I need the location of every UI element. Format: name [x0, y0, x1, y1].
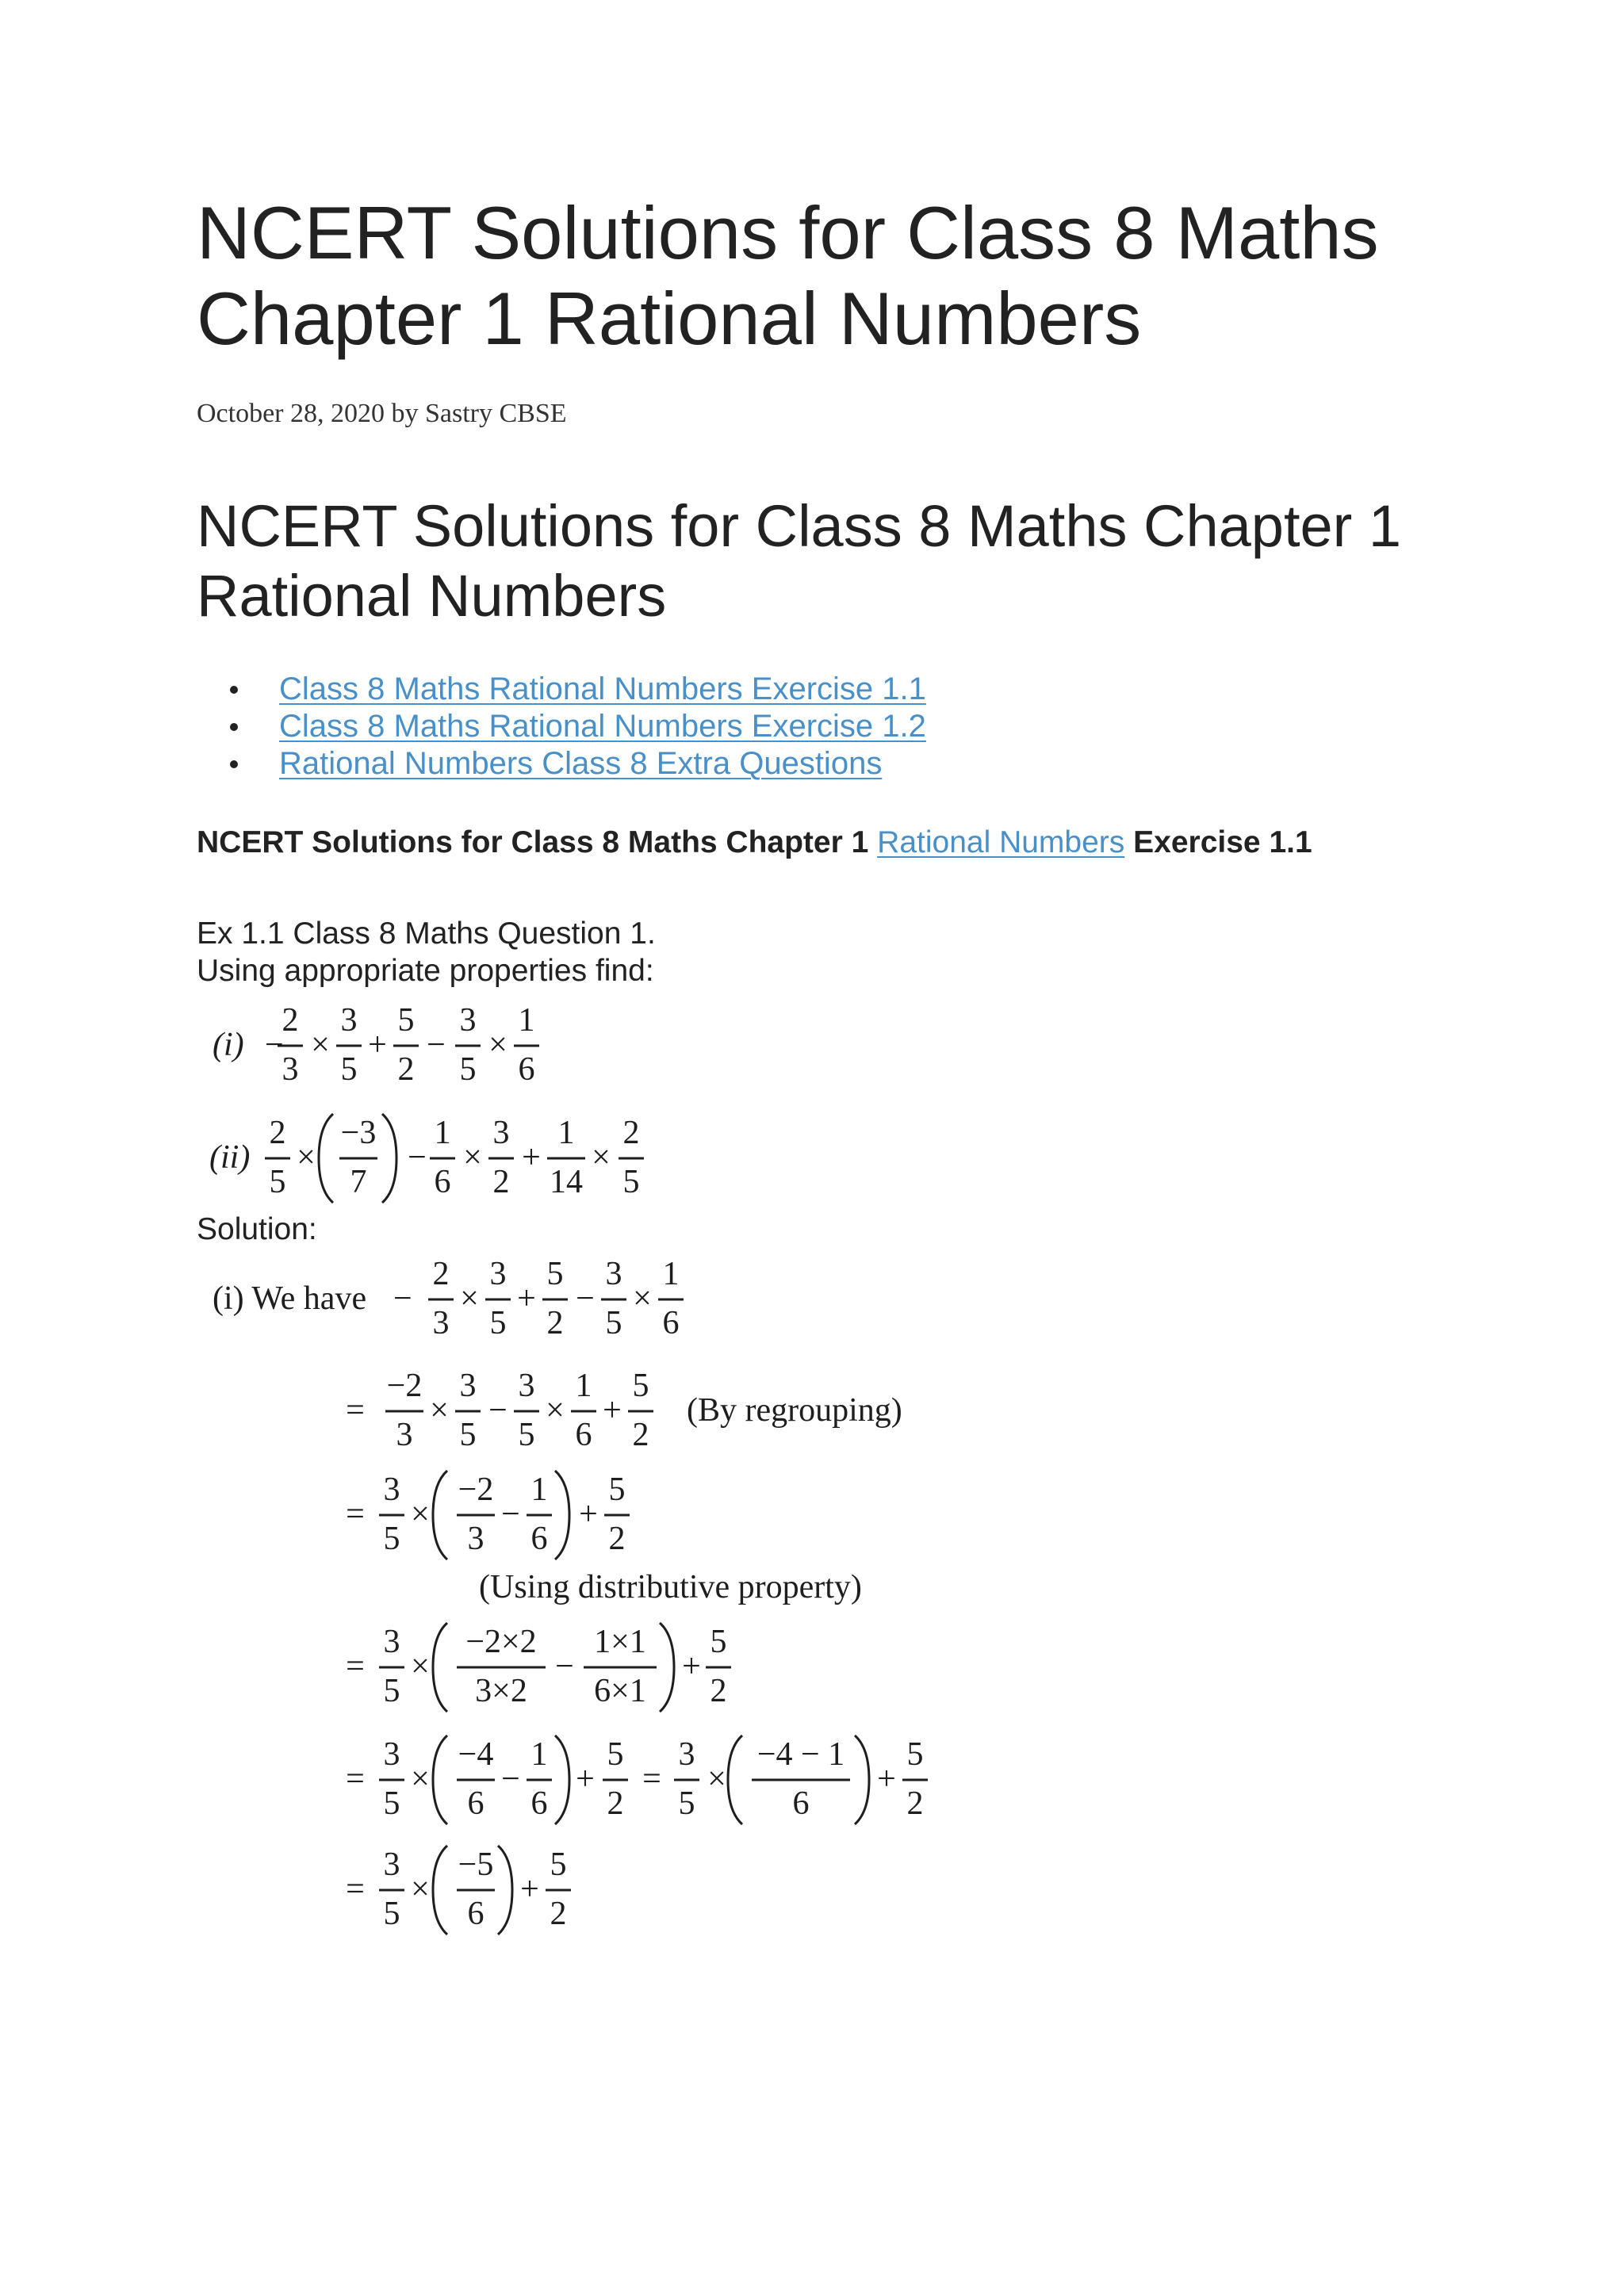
svg-text:2: 2 — [710, 1673, 727, 1709]
svg-text:3: 3 — [605, 1256, 622, 1292]
svg-text:+: + — [517, 1280, 536, 1317]
svg-text:3: 3 — [396, 1417, 413, 1453]
svg-text:6: 6 — [467, 1896, 485, 1932]
svg-text:5: 5 — [383, 1673, 400, 1709]
svg-text:5: 5 — [607, 1736, 624, 1773]
svg-text:5: 5 — [632, 1368, 649, 1404]
svg-text:2: 2 — [397, 1051, 415, 1088]
svg-text:=: = — [346, 1648, 365, 1685]
svg-text:5: 5 — [383, 1785, 400, 1822]
link-extra-questions[interactable]: Rational Numbers Class 8 Extra Questions — [279, 746, 883, 781]
label-ii: (ii) — [209, 1139, 251, 1176]
svg-text:×: × — [311, 1027, 330, 1063]
svg-text:3: 3 — [467, 1521, 485, 1557]
svg-text:6: 6 — [662, 1305, 680, 1341]
solution-line-6 — [346, 1846, 571, 1934]
svg-text:=: = — [346, 1392, 365, 1429]
svg-text:5: 5 — [340, 1051, 358, 1088]
svg-text:1: 1 — [434, 1115, 451, 1151]
svg-text:3: 3 — [459, 1002, 477, 1039]
svg-text:−2×2: −2×2 — [465, 1624, 537, 1660]
solution-line-1 — [213, 1256, 684, 1341]
section-title: NCERT Solutions for Class 8 Maths Chapter 1 Rational Numbers — [197, 493, 1402, 629]
svg-text:−: − — [408, 1139, 427, 1176]
svg-text:5: 5 — [459, 1051, 477, 1088]
svg-text:5: 5 — [383, 1521, 400, 1557]
svg-text:5: 5 — [489, 1305, 507, 1341]
solution-line-4 — [346, 1623, 731, 1712]
solution-line-2 — [346, 1368, 902, 1453]
svg-text:×: × — [460, 1280, 479, 1317]
svg-text:2: 2 — [492, 1164, 510, 1200]
svg-text:+: + — [522, 1139, 541, 1176]
svg-text:6: 6 — [575, 1417, 592, 1453]
svg-text:2: 2 — [432, 1256, 450, 1292]
svg-text:−4 − 1: −4 − 1 — [756, 1736, 845, 1773]
distributive-note: (Using distributive property) — [479, 1569, 862, 1605]
svg-text:2: 2 — [550, 1896, 567, 1932]
svg-text:×: × — [488, 1027, 508, 1063]
svg-text:2: 2 — [269, 1115, 286, 1151]
svg-text:3: 3 — [678, 1736, 695, 1773]
svg-text:=: = — [642, 1761, 661, 1797]
svg-text:5: 5 — [269, 1164, 286, 1200]
svg-text:3×2: 3×2 — [475, 1673, 527, 1709]
svg-text:1: 1 — [662, 1256, 680, 1292]
svg-text:−4: −4 — [458, 1736, 494, 1773]
svg-text:+: + — [579, 1496, 598, 1533]
question-number: Ex 1.1 Class 8 Maths Question 1. — [197, 916, 656, 951]
solution-label: Solution: — [197, 1212, 317, 1246]
svg-text:−: − — [501, 1761, 520, 1797]
svg-text:3: 3 — [518, 1368, 535, 1404]
svg-text:5: 5 — [546, 1256, 564, 1292]
math-problem-ii — [209, 1114, 644, 1203]
svg-text:−3: −3 — [340, 1115, 377, 1151]
svg-text:5: 5 — [906, 1736, 924, 1773]
svg-text:5: 5 — [459, 1417, 477, 1453]
svg-text:3: 3 — [383, 1846, 400, 1883]
svg-text:−: − — [555, 1648, 574, 1685]
svg-text:1×1: 1×1 — [594, 1624, 646, 1660]
svg-text:3: 3 — [489, 1256, 507, 1292]
svg-text:6: 6 — [467, 1785, 485, 1822]
svg-text:3: 3 — [432, 1305, 450, 1341]
svg-text:+: + — [682, 1648, 701, 1685]
by-regrouping-note: (By regrouping) — [687, 1392, 902, 1429]
svg-text:2: 2 — [282, 1002, 299, 1039]
article-byline: October 28, 2020 by Sastry CBSE — [197, 399, 567, 428]
rational-numbers-link[interactable]: Rational Numbers — [877, 825, 1125, 859]
svg-text:−5: −5 — [458, 1846, 494, 1883]
link-exercise-1-1[interactable]: Class 8 Maths Rational Numbers Exercise 1.1 — [279, 672, 926, 706]
svg-text:−: − — [488, 1392, 508, 1429]
label-i: (i) — [213, 1027, 244, 1063]
svg-text:5: 5 — [605, 1305, 622, 1341]
svg-text:×: × — [297, 1139, 316, 1176]
question-prompt: Using appropriate properties find: — [197, 954, 654, 988]
exercise-heading-prefix: NCERT Solutions for Class 8 Maths Chapter 1 — [197, 825, 869, 859]
svg-text:6×1: 6×1 — [594, 1673, 646, 1709]
svg-text:3: 3 — [282, 1051, 299, 1088]
svg-text:×: × — [592, 1139, 611, 1176]
svg-text:−2: −2 — [458, 1471, 494, 1508]
svg-text:3: 3 — [459, 1368, 477, 1404]
svg-text:×: × — [411, 1648, 430, 1685]
svg-text:3: 3 — [340, 1002, 358, 1039]
svg-text:−: − — [265, 1027, 284, 1063]
svg-text:+: + — [877, 1761, 896, 1797]
svg-text:5: 5 — [383, 1896, 400, 1932]
svg-text:2: 2 — [608, 1521, 626, 1557]
svg-text:−: − — [501, 1496, 520, 1533]
svg-text:6: 6 — [530, 1521, 548, 1557]
svg-text:2: 2 — [632, 1417, 649, 1453]
svg-text:6: 6 — [792, 1785, 810, 1822]
svg-text:3: 3 — [383, 1736, 400, 1773]
svg-text:×: × — [546, 1392, 565, 1429]
svg-text:5: 5 — [710, 1624, 727, 1660]
math-problem-i — [213, 1002, 539, 1088]
svg-text:×: × — [411, 1761, 430, 1797]
svg-text:×: × — [633, 1280, 652, 1317]
svg-text:×: × — [411, 1871, 430, 1908]
svg-text:5: 5 — [608, 1471, 626, 1508]
svg-text:+: + — [368, 1027, 387, 1063]
svg-text:1: 1 — [518, 1002, 535, 1039]
svg-text:×: × — [430, 1392, 449, 1429]
svg-text:+: + — [603, 1392, 622, 1429]
svg-text:−: − — [427, 1027, 446, 1063]
svg-text:−: − — [576, 1280, 595, 1317]
svg-text:2: 2 — [546, 1305, 564, 1341]
svg-text:2: 2 — [622, 1115, 640, 1151]
svg-text:6: 6 — [530, 1785, 548, 1822]
svg-text:5: 5 — [518, 1417, 535, 1453]
svg-text:×: × — [707, 1761, 726, 1797]
svg-text:1: 1 — [575, 1368, 592, 1404]
svg-text:1: 1 — [530, 1471, 548, 1508]
link-exercise-1-2[interactable]: Class 8 Maths Rational Numbers Exercise 1.2 — [279, 709, 926, 744]
svg-text:=: = — [346, 1496, 365, 1533]
svg-text:5: 5 — [397, 1002, 415, 1039]
svg-text:5: 5 — [622, 1164, 640, 1200]
svg-text:6: 6 — [518, 1051, 535, 1088]
svg-text:7: 7 — [350, 1164, 367, 1200]
svg-text:+: + — [576, 1761, 595, 1797]
svg-text:×: × — [411, 1496, 430, 1533]
svg-text:1: 1 — [530, 1736, 548, 1773]
svg-text:−: − — [393, 1280, 412, 1317]
svg-text:+: + — [520, 1871, 539, 1908]
svg-text:2: 2 — [607, 1785, 624, 1822]
svg-text:5: 5 — [550, 1846, 567, 1883]
we-have-label: (i) We have — [213, 1280, 367, 1317]
svg-text:−2: −2 — [386, 1368, 423, 1404]
svg-text:×: × — [463, 1139, 482, 1176]
svg-text:14: 14 — [550, 1164, 583, 1200]
svg-text:2: 2 — [906, 1785, 924, 1822]
solution-line-5 — [346, 1735, 928, 1824]
svg-text:3: 3 — [492, 1115, 510, 1151]
svg-text:5: 5 — [678, 1785, 695, 1822]
svg-text:=: = — [346, 1761, 365, 1797]
article-title: NCERT Solutions for Class 8 Maths Chapter 1 Rational Numbers — [197, 191, 1379, 360]
svg-text:1: 1 — [557, 1115, 575, 1151]
solution-line-3 — [346, 1471, 862, 1605]
exercise-heading-suffix: Exercise 1.1 — [1133, 825, 1312, 859]
svg-text:3: 3 — [383, 1471, 400, 1508]
svg-text:6: 6 — [434, 1164, 451, 1200]
svg-text:3: 3 — [383, 1624, 400, 1660]
svg-text:=: = — [346, 1871, 365, 1908]
